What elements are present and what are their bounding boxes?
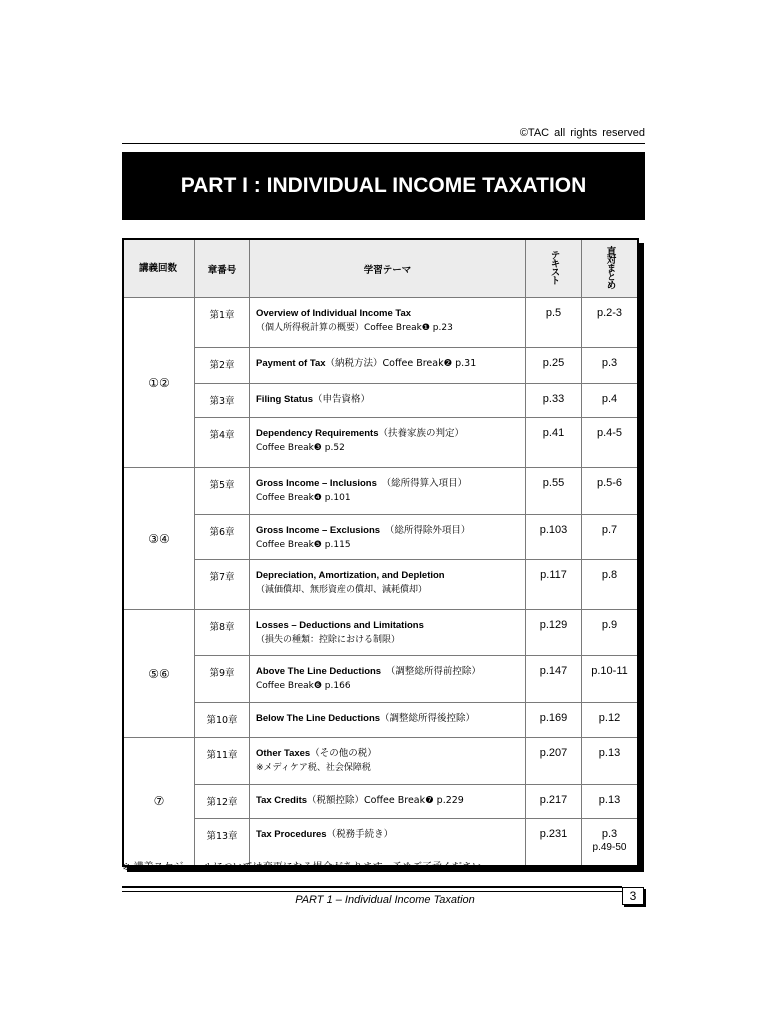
summary-page-main: p.9 (601, 619, 618, 631)
page-number: 3 (622, 887, 644, 905)
theme-title: Below The Line Deductions (256, 713, 381, 724)
theme-line (256, 665, 519, 679)
table-row (123, 348, 638, 384)
table-row (123, 468, 638, 515)
theme-line (256, 427, 519, 441)
summary-page-main: p.8 (601, 569, 618, 581)
footer-rule (122, 886, 622, 888)
part-title: PART I : INDIVIDUAL INCOME TAXATION (180, 174, 587, 197)
theme-cell (250, 298, 526, 348)
chapter-number: 第3章 (195, 384, 250, 418)
summary-page (582, 819, 639, 866)
summary-page-main: p.4-5 (596, 427, 623, 439)
theme-title: Above The Line Deductions (256, 666, 382, 677)
theme-japanese: （調整総所得前控除） (381, 666, 481, 677)
summary-page-main: p.12 (598, 712, 621, 724)
theme-cell (250, 384, 526, 418)
theme-cell (250, 703, 526, 738)
theme-subline: （個人所得税計算の概要）Coffee Break❶ p.23 (256, 323, 453, 333)
theme-title: Overview of Individual Income Tax (256, 308, 412, 319)
theme-line (256, 524, 519, 538)
header-theme: 学習テーマ (250, 239, 526, 298)
theme-japanese: （税務手続き） (326, 829, 394, 840)
theme-subline: ※メディケア税、社会保障税 (256, 763, 371, 773)
table-row (123, 418, 638, 468)
summary-page-main: p.3 (601, 828, 618, 840)
summary-page (582, 703, 639, 738)
session-group: ⑤⑥ (123, 610, 195, 738)
table-row (123, 384, 638, 418)
table-header-row (123, 239, 638, 298)
summary-page (582, 348, 639, 384)
theme-japanese: （総所得除外項目） (380, 525, 471, 536)
theme-line (256, 794, 519, 808)
session-group: ⑦ (123, 738, 195, 866)
theme-cell (250, 738, 526, 785)
summary-page (582, 656, 639, 703)
table-row (123, 560, 638, 610)
summary-page (582, 468, 639, 515)
theme-title: Tax Credits (256, 795, 308, 806)
theme-cell (250, 656, 526, 703)
theme-cell (250, 610, 526, 656)
summary-page (582, 418, 639, 468)
text-page: p.117 (526, 560, 582, 610)
text-page: p.169 (526, 703, 582, 738)
chapter-number: 第5章 (195, 468, 250, 515)
table-row (123, 703, 638, 738)
theme-subline: （減価償却、無形資産の償却、減耗償却） (256, 585, 428, 595)
summary-page (582, 560, 639, 610)
chapter-number: 第1章 (195, 298, 250, 348)
theme-subline: Coffee Break❺ p.115 (256, 540, 351, 550)
chapter-number: 第13章 (195, 819, 250, 866)
part-title-banner (122, 152, 645, 220)
chapter-number: 第8章 (195, 610, 250, 656)
text-page: p.25 (526, 348, 582, 384)
theme-line (256, 477, 519, 491)
theme-title: Gross Income – Inclusions (256, 478, 377, 489)
theme-title: Losses – Deductions and Limitations (256, 620, 424, 631)
theme-line (256, 619, 519, 633)
summary-page-main: p.3 (601, 357, 618, 369)
theme-title: Gross Income – Exclusions (256, 525, 381, 536)
text-page: p.207 (526, 738, 582, 785)
theme-title: Dependency Requirements (256, 428, 379, 439)
header-text-label: テキスト (548, 250, 560, 284)
theme-japanese: （申告資格） (313, 394, 371, 405)
header-summary-label: 直対まとめ (604, 245, 616, 289)
header-rule (122, 143, 645, 144)
theme-line (256, 357, 519, 371)
theme-cell (250, 418, 526, 468)
theme-subline: Coffee Break❹ p.101 (256, 493, 351, 503)
summary-page-main: p.13 (598, 794, 621, 806)
chapter-number: 第10章 (195, 703, 250, 738)
summary-page (582, 384, 639, 418)
table-row (123, 785, 638, 819)
session-group: ①② (123, 298, 195, 468)
summary-page-extra: p.49-50 (592, 842, 627, 853)
table-row (123, 515, 638, 560)
theme-line (256, 307, 519, 321)
table-row (123, 298, 638, 348)
theme-japanese: （総所得算入項目） (376, 478, 468, 489)
footer-rule-thin (122, 891, 622, 892)
theme-cell (250, 560, 526, 610)
summary-page-main: p.2-3 (596, 307, 623, 319)
session-group: ③④ (123, 468, 195, 610)
theme-japanese: （調整総所得後控除） (380, 713, 476, 724)
theme-subline: （損失の種類：控除における制限） (256, 635, 401, 645)
theme-title: Filing Status (256, 394, 313, 405)
chapter-number: 第6章 (195, 515, 250, 560)
theme-line (256, 569, 519, 583)
text-page: p.103 (526, 515, 582, 560)
theme-japanese: （その他の税） (310, 748, 377, 759)
table-row (123, 610, 638, 656)
table-row (123, 738, 638, 785)
chapter-number: 第7章 (195, 560, 250, 610)
theme-title: Other Taxes (256, 748, 311, 759)
theme-subline: Coffee Break❸ p.52 (256, 443, 345, 453)
footer-title: PART 1 – Individual Income Taxation (295, 894, 475, 906)
theme-cell (250, 515, 526, 560)
summary-page (582, 298, 639, 348)
chapter-number: 第12章 (195, 785, 250, 819)
theme-line (256, 747, 519, 761)
text-page: p.33 (526, 384, 582, 418)
summary-page (582, 515, 639, 560)
theme-japanese: （納税方法）Coffee Break❷ p.31 (325, 358, 477, 369)
theme-japanese: （扶養家族の判定） (378, 428, 464, 439)
schedule-note: ※ 講義スケジュールについては変更になる場合があります。予めご了承ください。 (122, 862, 492, 873)
text-page: p.231 (526, 819, 582, 866)
header-chapter-no: 章番号 (195, 239, 250, 298)
header-summary (582, 239, 639, 298)
theme-subline: Coffee Break❻ p.166 (256, 681, 351, 691)
chapter-number: 第2章 (195, 348, 250, 384)
chapter-number: 第9章 (195, 656, 250, 703)
text-page: p.129 (526, 610, 582, 656)
summary-page (582, 738, 639, 785)
summary-page-main: p.13 (598, 747, 621, 759)
summary-page-main: p.7 (601, 524, 618, 536)
theme-japanese: （税額控除）Coffee Break❼ p.229 (307, 795, 464, 806)
chapter-number: 第11章 (195, 738, 250, 785)
theme-line (256, 828, 519, 842)
text-page: p.147 (526, 656, 582, 703)
text-page: p.41 (526, 418, 582, 468)
theme-cell (250, 785, 526, 819)
theme-line (256, 393, 519, 407)
theme-title: Payment of Tax (256, 358, 326, 369)
summary-page-main: p.10-11 (591, 665, 628, 677)
text-page: p.217 (526, 785, 582, 819)
chapter-number: 第4章 (195, 418, 250, 468)
table-row (123, 656, 638, 703)
theme-cell (250, 468, 526, 515)
schedule-table (122, 238, 639, 867)
summary-page (582, 785, 639, 819)
summary-page-main: p.5-6 (596, 477, 623, 489)
header-session: 講義回数 (123, 239, 195, 298)
theme-line (256, 712, 519, 726)
summary-page-main: p.4 (601, 393, 618, 405)
header-text (526, 239, 582, 298)
text-page: p.55 (526, 468, 582, 515)
text-page: p.5 (526, 298, 582, 348)
copyright-notice: ©TAC all rights reserved (519, 127, 645, 139)
theme-title: Depreciation, Amortization, and Depletion (256, 570, 445, 581)
theme-cell (250, 348, 526, 384)
summary-page (582, 610, 639, 656)
theme-title: Tax Procedures (256, 829, 327, 840)
